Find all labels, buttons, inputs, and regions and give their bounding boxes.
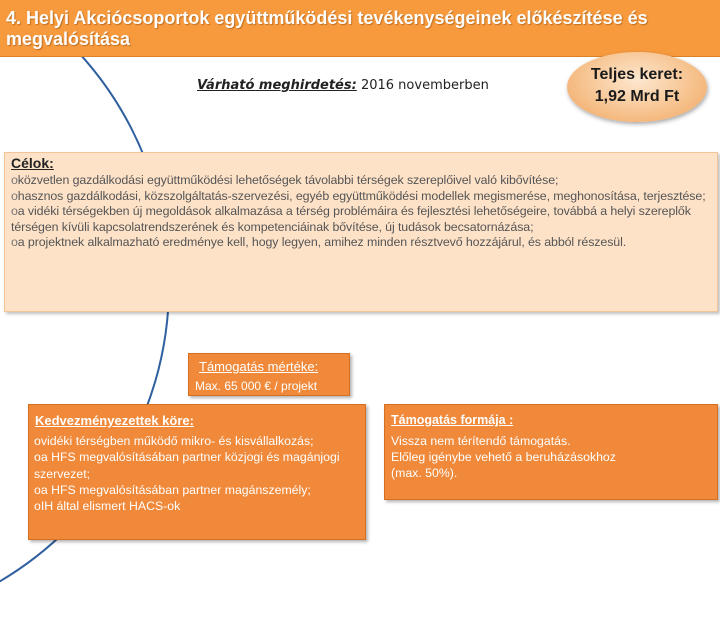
support-form-box (384, 404, 718, 500)
support-value: Max. 65 000 € / projekt (195, 379, 318, 393)
bullet-icon: o (34, 450, 41, 465)
bullet-icon: o (34, 499, 41, 514)
deadline-value: 2016 novemberben (360, 78, 489, 93)
list-item: ohasznos gazdálkodási, közszolgáltatás-szervezési, egyéb együttműködési modellek megismerése, meghonosítása, terjesztése; (11, 188, 706, 203)
goals-list (11, 173, 717, 251)
support-form-title: Támogatás formája : (391, 413, 514, 427)
goals-panel (4, 152, 718, 312)
list-item: oa vidéki térségekben új megoldások alkalmazása a térség problémáira és fejlesztési lehetőségeire, továbbá a helyi szereplők térségen kívüli kapcsolatrendszerének és kompetenciáinak bővítése, új tudások becsatornázása; (11, 204, 691, 234)
list-item: oa HFS megvalósításában partner magánszemély; (34, 482, 311, 497)
budget-value: 1,92 Mrd Ft (594, 88, 680, 105)
list-item: ovidéki térségben működő mikro- és kisvállalkozás; (34, 434, 314, 448)
text-line: (max. 50%). (391, 466, 458, 480)
list-item: oa projektnek alkalmazható eredménye kell, hogy legyen, amihez minden résztvevő hozzájárul, és abból részesül. (11, 235, 627, 249)
bullet-icon: o (11, 235, 18, 249)
deadline (197, 78, 489, 93)
bullet-icon: o (34, 434, 41, 448)
text-line: Vissza nem térítendő támogatás. (391, 434, 571, 448)
list-item: oIH által elismert HACS-ok (34, 499, 181, 514)
bullet-icon: o (11, 173, 18, 187)
list-item: oa HFS megvalósításában partner közjogi és magánjogi szervezet; (34, 450, 340, 481)
page-title: 4. Helyi Akciócsoportok együttműködési tevékenységeinek előkészítése és megvalósítása (6, 8, 648, 49)
deadline-label: Várható meghirdetés: (197, 78, 357, 93)
beneficiaries-box (28, 404, 366, 540)
support-form-text (391, 433, 711, 481)
title-bar (0, 0, 720, 57)
support-title: Támogatás mértéke: (199, 359, 319, 374)
beneficiaries-title: Kedvezményezettek köre: (35, 413, 194, 428)
bullet-icon: o (11, 204, 18, 218)
support-box (188, 353, 350, 396)
bullet-icon: o (11, 188, 18, 203)
budget-badge (567, 52, 707, 122)
budget-label: Teljes keret: (590, 66, 684, 83)
beneficiaries-list (34, 433, 359, 514)
goals-title: Célok: (11, 155, 54, 171)
text-line: Előleg igénybe vehető a beruházásokhoz (391, 450, 616, 464)
list-item: oközvetlen gazdálkodási együttműködési lehetőségek távolabbi térségek szereplőivel való kibővítése; (11, 173, 559, 187)
bullet-icon: o (34, 482, 41, 497)
